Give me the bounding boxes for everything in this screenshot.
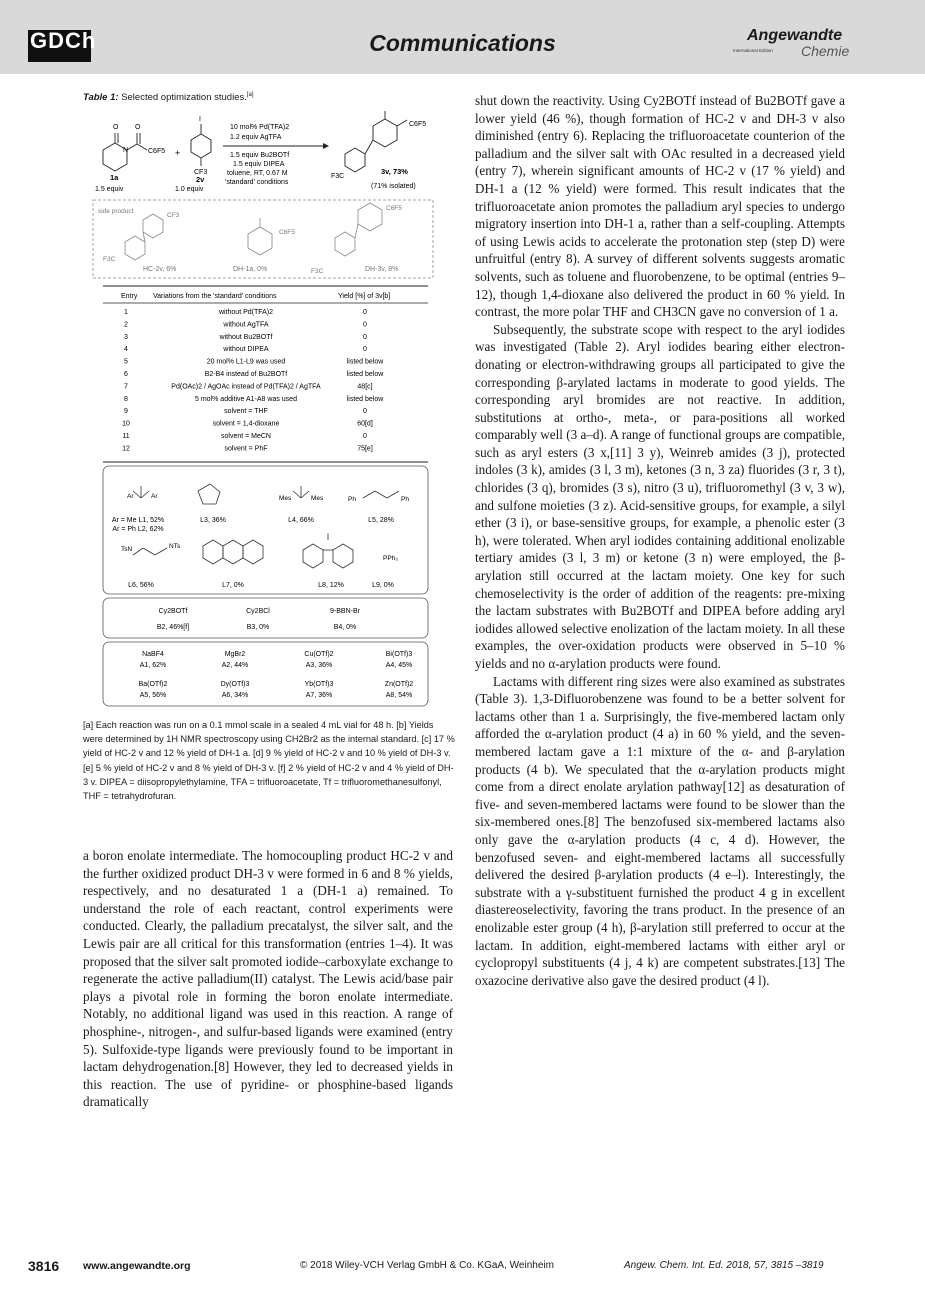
cond-below-3: toluene, RT, 0.67 M <box>227 170 288 177</box>
table-cell-entry: 4 <box>124 346 128 354</box>
ligand-l4-structure-text-2: Mes <box>311 495 324 502</box>
frag-c6f5-2: C6F5 <box>409 121 427 128</box>
table-cell-entry: 2 <box>124 321 128 329</box>
ligand-l5-structure-text: Ph <box>348 496 356 503</box>
ligand-label: Ar = Me L1, 52% <box>111 517 165 524</box>
table-cell-entry: 9 <box>124 408 128 416</box>
frag-c6f5-1: C6F5 <box>148 148 166 155</box>
ligand-l1-structure-text: Ar <box>127 493 134 500</box>
table-cell-variation: B2-B4 instead of Bu2BOTf <box>204 371 288 378</box>
gdch-logo: GDCh <box>28 30 91 62</box>
col-header-entry: Entry <box>121 293 138 300</box>
frag-o-1: O <box>113 124 119 131</box>
table-cell-yield: 0 <box>363 408 367 416</box>
additive-name: Dy(OTf)3 <box>220 681 250 688</box>
cond-above-1: 10 mol% Pd(TFA)2 <box>230 124 290 131</box>
table-caption: Table 1: Selected optimization studies.[a] <box>83 92 254 104</box>
table-cell-variation: solvent = THF <box>224 408 268 416</box>
lewis-acid-name: 9-BBN-Br <box>330 608 360 615</box>
lewis-acid-labels <box>157 608 361 631</box>
ligand-label: L7, 0% <box>222 582 244 589</box>
table-cell-yield: listed below <box>346 395 384 403</box>
table-cell-entry: 1 <box>124 309 128 316</box>
text-column-left <box>83 847 453 1111</box>
table-cell-variation: without Pd(TFA)2 <box>218 309 274 316</box>
table-cell-yield: 0 <box>363 321 367 329</box>
journal-url[interactable]: www.angewandte.org <box>83 1260 191 1272</box>
table-footnotes: [a] Each reaction was run on a 0.1 mmol scale in a sealed 4 mL vial for 48 h. [b] Yields were determined by 1H NMR spectroscopy using CH2Br2 as the internal standard. [c] 17 % yield of HC-2 v and 12 % yield of DH-1 a. [d] 9 % yield of HC-2 v and 10 % yield of DH-3 v. [e] 5 % yield of HC-2 v and 8 % yield of DH-3 v. [f] 2 % yield of HC-2 v and 4 % yield of DH-3 v. DIPEA = diisopropylethylamine, TFA = trifluoroacetate, Tf = trifluoromethanesulfonyl, THF = tetrahydrofuran. <box>83 720 455 802</box>
table-cell-entry: 8 <box>124 395 128 403</box>
cond-below-2: 1.5 equiv DIPEA <box>233 161 285 168</box>
label-3v: 3v, 73% <box>381 167 408 176</box>
table-cell-variation: 20 mol% L1-L9 was used <box>206 358 286 366</box>
col-header-variations: Variations from the 'standard' conditions <box>153 293 277 300</box>
ligand-label: L6, 56% <box>128 582 154 589</box>
table-cell-variation: 5 mol% additive A1-A8 was used <box>195 395 297 403</box>
additive-label: A1, 62% <box>139 662 167 669</box>
additive-name: NaBF4 <box>142 651 164 658</box>
frag-c6f5-3: C6F5 <box>279 229 295 236</box>
additive-label: A2, 44% <box>221 662 249 669</box>
ligand-l6-structure-text: TsN <box>121 546 133 553</box>
col-header-yield: Yield [%] of 3v[b] <box>338 293 391 300</box>
additive-label: A4, 45% <box>385 662 413 669</box>
ligand-label: L4, 66% <box>288 517 314 524</box>
lewis-acid-label: B2, 46%[f] <box>156 624 190 631</box>
additive-name: Bi(OTf)3 <box>385 651 413 658</box>
frag-f3c-3: F3C <box>311 268 324 275</box>
label-3v-isolated: (71% isolated) <box>371 183 416 190</box>
lewis-acid-label: B3, 0% <box>246 624 270 631</box>
ligand-l5-structure-text-2: Ph <box>401 496 409 503</box>
ligand-l9-structure-text: PPh₃ <box>383 555 398 562</box>
ligand-l4-structure-text: Mes <box>279 495 292 502</box>
ligand-label: L3, 36% <box>200 517 226 524</box>
side-product-3: DH-3v, 8% <box>365 266 399 273</box>
text-column-right <box>475 92 845 989</box>
cond-below-4: 'standard' conditions <box>225 179 289 186</box>
equiv-2v: 1.0 equiv <box>175 186 204 193</box>
plus-sign: + <box>175 148 181 158</box>
additive-labels <box>139 651 414 699</box>
ligand-label-2: Ar = Ph L2, 62% <box>112 526 164 533</box>
page-footer <box>0 1258 925 1278</box>
reactant-2v-structure <box>191 124 211 166</box>
additive-label: A7, 36% <box>305 692 333 699</box>
additive-label: A8, 54% <box>385 692 413 699</box>
additive-name: Zn(OTf)2 <box>384 681 414 688</box>
table-cell-variation: solvent = PhF <box>224 445 268 453</box>
ligand-label: L5, 28% <box>368 517 394 524</box>
lewis-acid-panel <box>103 598 428 638</box>
table-1-svg <box>83 108 453 708</box>
table-cell-yield: 0 <box>363 346 367 354</box>
frag-c6f5-4: C6F5 <box>386 205 402 212</box>
additive-label: A3, 36% <box>305 662 333 669</box>
table-cell-variation: solvent = 1,4-dioxane <box>212 420 280 428</box>
section-title: Communications <box>369 30 556 56</box>
additive-name: Ba(OTf)2 <box>138 681 168 688</box>
table-1-figure <box>83 108 453 708</box>
table-cell-yield: listed below <box>346 371 384 378</box>
frag-cf3-1: CF3 <box>194 169 208 176</box>
reaction-arrowhead <box>323 143 329 149</box>
equiv-1a: 1.5 equiv <box>95 186 124 193</box>
additive-name: Yb(OTf)3 <box>304 681 334 688</box>
ligand-structures <box>133 484 399 568</box>
table-cell-variation: Pd(OAc)2 / AgOAc instead of Pd(TFA)2 / AgTFA <box>171 383 321 391</box>
cond-above-2: 1.2 equiv AgTFA <box>230 134 282 141</box>
table-cell-yield: 60[d] <box>357 420 373 428</box>
table-cell-entry: 3 <box>124 333 128 341</box>
citation: Angew. Chem. Int. Ed. 2018, 57, 3815 –3819 <box>624 1260 824 1271</box>
table-cell-variation: without Bu2BOTf <box>219 333 273 341</box>
table-cell-yield: 75[e] <box>357 445 373 453</box>
table-cell-entry: 11 <box>122 433 130 440</box>
table-cell-yield: 48[c] <box>357 383 373 391</box>
frag-i: I <box>199 116 201 123</box>
table-cell-yield: 0 <box>363 309 367 316</box>
col2-paragraph-3: Lactams with different ring sizes were also examined as substrates (Table 3). 1,3-Difluorobenzene was found to be a better solvent for lactams other than 1 a. Surprisingly, the five-membered lactam only afforded the α-arylation product (4 a) in 60 % yield, and the seven-membered lactam gave a 1:1 mixture of the α- and β-arylation products (4 b). We speculated that the α-arylation products might come from a direct enolate arylation pathway[12] as desaturation of five- and seven-membered lactams were found to be slower than the six-membered ones.[8] The benzofused six-membered lactams also only gave the α-arylation products (4 c, 4 d). However, the benzofused seven- and eight-membered lactams all successfully delivered the desired β-arylation products (4 e–l). Interestingly, the substrate with a γ-substituent furnished the product 4 g in excellent diastereoselectivity, favoring the trans product. In the presence of an enolizable ester group (4 h), β-arylation still preferred to occur at the lactam. In addition, eight-membered lactams with either aryl or cyclopropyl substituents (4 j, 4 k) are competent substrates.[13] The oxazocine derivative also gave the desired product (4 l). <box>475 673 845 988</box>
side-products-structures <box>125 203 382 260</box>
label-2v: 2v <box>196 175 205 184</box>
frag-n-1: N <box>123 147 129 154</box>
frag-f3c-2: F3C <box>103 256 116 263</box>
table-cell-entry: 7 <box>124 383 128 391</box>
table-cell-entry: 6 <box>124 371 128 378</box>
product-3v-structure <box>345 111 407 172</box>
additive-label: A6, 34% <box>221 692 249 699</box>
additive-name: MgBr2 <box>224 651 246 658</box>
frag-f3c-1: F3C <box>331 173 345 180</box>
ligand-l1-structure-text-2: Ar <box>151 493 158 500</box>
page-header <box>0 0 925 74</box>
table-cell-variation: solvent = MeCN <box>221 433 271 440</box>
table-cell-entry: 10 <box>122 420 130 428</box>
side-product-1: HC-2v, 6% <box>143 266 177 273</box>
label-1a: 1a <box>110 173 119 182</box>
table-cell-entry: 5 <box>124 358 128 366</box>
lewis-acid-name: Cy2BOTf <box>158 608 188 615</box>
col2-paragraph-1: shut down the reactivity. Using Cy2BOTf instead of Bu2BOTf gave a lower yield (46 %), though formation of HC-2 v and DH-3 v also diminished (entry 6). Replacing the trifluoroacetate counterion of the palladium and the silver salt with OAc resulted in a decreased yield (entry 7), wherein significant amounts of HC-2 v (17 % yield) and DH-1 a (12 % yield) were formed. This result indicates that the trifluoroacetate anion promotes the palladium aryl species to undergo migratory insertion into DH-1 a, rather than a self-coupling. Attempts of using Lewis acids to accelerate the protonation step (step D) were unfruitful (entry 8). A survey of different solvents suggests aromatic solvents, such as toluene and fluorobenzene, to be optimal (entries 9–12), though 1,4-dioxane also delivered the product in 60 % yield. In contrast, the more polar THF and CH3CN gave no conversion of 1 a. <box>475 93 845 320</box>
table-cell-yield: 0 <box>363 433 367 440</box>
journal-logo: Angewandte International Edition Chemie <box>733 27 850 59</box>
table-rows <box>122 309 384 452</box>
frag-o-2: O <box>135 124 141 131</box>
table-cell-variation: without AgTFA <box>223 321 269 329</box>
additive-name: Cu(OTf)2 <box>304 651 334 658</box>
frag-cf3-2: CF3 <box>167 212 180 219</box>
table-cell-yield: 0 <box>363 333 367 341</box>
table-cell-yield: listed below <box>346 358 384 366</box>
col2-paragraph-2: Subsequently, the substrate scope with respect to the aryl iodides was investigated (Table 2). Aryl iodides bearing either electron-donating or electron-withdrawing groups all participated to give the corresponding β-arylated lactams in moderate to good yields. The corresponding aryl bromides are not reactive. In addition, substitutions at ortho-, meta-, or para-positions all worked comparably well (3 a–d). A range of functional groups are compatible, such as aryl esters (3 x,[11] 3 y), Weinreb amides (3 j), protected indoles (3 k), amides (3 l, 3 m), ketones (3 n, 3 za) fluorides (3 r, 3 t), chlorides (3 q), bromides (3 s), nitro (3 u), trifluoromethyl (3 v, 3 w), and sulfone moieties (3 z). Acid-sensitive groups, for example, a silyl ether (3 i), or base-sensitive groups, for example, a phenolic ester (3 h), were tolerated. When aryl iodides containing additional enolizable tertiary amides (3 l, 3 m) or ketone (3 n) were employed, the β-arylation still occurred at the lactam moiety. One key for such chemoselectivity is the order of addition of the reagents: pre-mixing the lactam substrates with Bu2BOTf and DIPEA before adding aryl iodides allowed selective enolization of the lactam moiety. In all these examples, the over-oxidation products were observed in 5–10 % yields and no α-arylation products were found. <box>475 321 846 671</box>
table-cell-variation: without DIPEA <box>223 346 269 354</box>
ligand-label: L8, 12% <box>318 582 344 589</box>
ligand-l6-structure-text-2: NTs <box>169 543 181 550</box>
lewis-acid-name: Cy2BCl <box>246 608 270 615</box>
col1-paragraph-1: a boron enolate intermediate. The homocoupling product HC-2 v and the further oxidized product DH-3 v were formed in 6 and 8 % yields, respectively, and no desaturated 1 a (DH-1 a) remained. To understand the role of each reactant, control experiments were conducted. Clearly, the palladium precatalyst, the silver salt, and the Lewis pair are all critical for this transformation (entries 1–4). It was proposed that the silver salt promoted iodide–carboxylate exchange to regenerate the active palladium(II) catalyst. The Lewis acid/base pair plays a pivotal role in forming the boron enolate intermediate. Notably, no additional ligand was used in this reaction. A range of phosphine-, nitrogen-, and sulfur-based ligands were examined (entry 5). Sulfoxide-type ligands were previously found to be important in lactam dehydrogenation.[8] However, they led to decreased yields in this reaction. The use of pyridine- or phosphine-based ligands dramatically <box>83 848 453 1110</box>
page-number: 3816 <box>28 1258 60 1274</box>
copyright: © 2018 Wiley-VCH Verlag GmbH & Co. KGaA, Weinheim <box>300 1260 554 1271</box>
additive-label: A5, 56% <box>139 692 167 699</box>
cond-below-1: 1.5 equiv Bu2BOTf <box>230 152 290 159</box>
ligand-label: L9, 0% <box>372 582 394 589</box>
lewis-acid-label: B4, 0% <box>333 624 357 631</box>
table-cell-entry: 12 <box>122 445 130 453</box>
side-product-2: DH-1a, 0% <box>233 266 268 273</box>
side-product-label: side product <box>98 208 134 215</box>
ligand-labels <box>112 517 394 589</box>
